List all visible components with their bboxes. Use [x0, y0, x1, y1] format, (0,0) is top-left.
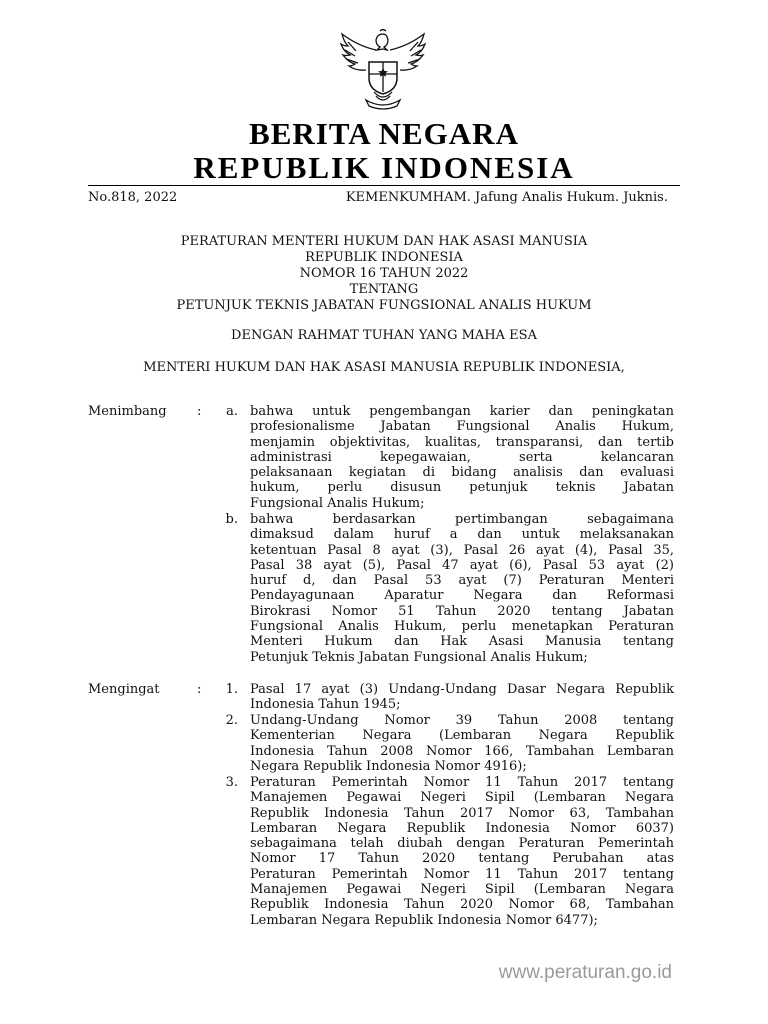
- clause-line: Manajemen Pegawai Negeri Sipil (Lembaran Negara: [250, 882, 674, 898]
- clause-line: Lembaran Negara Republik Indonesia Nomor 6477);: [250, 912, 598, 928]
- clause-line: administrasi kepegawaian, serta kelancaran: [250, 449, 674, 465]
- title-line: PETUNJUK TEKNIS JABATAN FUNGSIONAL ANALIS HUKUM: [176, 298, 592, 313]
- title-line: REPUBLIK INDONESIA: [305, 250, 463, 265]
- clause-marker: 1.: [225, 682, 238, 697]
- clause-marker: a.: [226, 404, 238, 419]
- clause-line: dimaksud dalam huruf a dan untuk melaksanakan: [250, 527, 674, 543]
- clause-line: Peraturan Pemerintah Nomor 11 Tahun 2017 tentang: [250, 775, 674, 790]
- title-line: TENTANG: [349, 282, 419, 297]
- clause-line: Nomor 17 Tahun 2020 tentang Perubahan atas: [250, 851, 674, 867]
- clause-line: Pendayagunaan Aparatur Negara dan Reformasi: [250, 588, 674, 604]
- clause-line: Kementerian Negara (Lembaran Negara Republik: [250, 728, 674, 744]
- header-divider: [88, 185, 680, 186]
- clause-line: Manajemen Pegawai Negeri Sipil (Lembaran Negara: [250, 790, 674, 806]
- clause-line: ketentuan Pasal 8 ayat (3), Pasal 26 ayat (4), Pasal 35,: [250, 542, 674, 558]
- clause-line: Menteri Hukum dan Hak Asasi Manusia tentang: [250, 634, 674, 650]
- menimbang-clause-b: [250, 512, 674, 665]
- title-line: PERATURAN MENTERI HUKUM DAN HAK ASASI MANUSIA: [180, 234, 588, 249]
- clause-line: Republik Indonesia Tahun 2020 Nomor 68, Tambahan: [250, 897, 674, 913]
- clause-line: Indonesia Tahun 1945;: [250, 697, 401, 713]
- clause-line: profesionalisme Jabatan Fungsional Analis Hukum,: [250, 419, 674, 435]
- clause-line: Negara Republik Indonesia Nomor 4916);: [250, 758, 527, 774]
- clause-line: menjamin objektivitas, kualitas, transparansi, dan tertib: [250, 434, 674, 450]
- clause-line: Fungsional Analis Hukum;: [250, 495, 425, 511]
- gazette-topic: KEMENKUMHAM. Jafung Analis Hukum. Juknis.: [345, 190, 668, 205]
- clause-line: sebagaimana telah diubah dengan Peraturan Pemerintah: [250, 836, 674, 852]
- masthead-subtitle: REPUBLIK INDONESIA: [193, 150, 575, 185]
- watermark-url: www.peraturan.go.id: [498, 962, 672, 983]
- clause-line: pelaksanaan kegiatan di bidang analisis dan evaluasi: [250, 465, 674, 481]
- clause-line: Peraturan Pemerintah Nomor 11 Tahun 2017 tentang: [250, 866, 674, 882]
- title-line: NOMOR 16 TAHUN 2022: [299, 266, 469, 281]
- mengingat-label: Mengingat: [88, 682, 160, 697]
- clause-line: Birokrasi Nomor 51 Tahun 2020 tentang Jabatan: [250, 603, 674, 619]
- clause-line: Pasal 17 ayat (3) Undang-Undang Dasar Negara Republik: [250, 682, 674, 697]
- clause-marker: b.: [225, 512, 238, 527]
- menimbang-label: Menimbang: [88, 404, 167, 419]
- minister-heading: MENTERI HUKUM DAN HAK ASASI MANUSIA REPUBLIK INDONESIA,: [143, 360, 625, 375]
- mengingat-clause-1: [250, 682, 674, 713]
- clause-line: bahwa untuk pengembangan karier dan peningkatan: [250, 404, 674, 419]
- masthead-title: BERITA NEGARA: [249, 116, 519, 151]
- clause-line: Undang-Undang Nomor 39 Tahun 2008 tentang: [250, 713, 674, 728]
- clause-line: bahwa berdasarkan pertimbangan sebagaimana: [250, 512, 674, 527]
- clause-line: Pasal 38 ayat (5), Pasal 47 ayat (6), Pasal 53 ayat (2): [250, 557, 674, 573]
- clause-marker: 2.: [225, 713, 238, 728]
- mengingat-colon: :: [197, 682, 202, 697]
- clause-marker: 3.: [225, 775, 238, 790]
- garuda-emblem-icon: [336, 28, 430, 114]
- gazette-number: No.818, 2022: [88, 190, 178, 205]
- menimbang-clause-a: [250, 404, 674, 511]
- clause-line: hukum, perlu disusun petunjuk teknis Jabatan: [250, 480, 674, 496]
- clause-line: Petunjuk Teknis Jabatan Fungsional Analis Hukum;: [250, 649, 588, 665]
- mengingat-clause-2: [250, 713, 674, 774]
- invocation: DENGAN RAHMAT TUHAN YANG MAHA ESA: [231, 328, 537, 343]
- clause-line: Republik Indonesia Tahun 2017 Nomor 63, Tambahan: [250, 805, 674, 821]
- clause-line: Lembaran Negara Republik Indonesia Nomor 6037): [250, 820, 674, 836]
- menimbang-colon: :: [197, 404, 202, 419]
- clause-line: Indonesia Tahun 2008 Nomor 166, Tambahan Lembaran: [250, 743, 674, 759]
- mengingat-clause-3: [250, 775, 674, 928]
- clause-line: Fungsional Analis Hukum, perlu menetapkan Peraturan: [250, 619, 674, 635]
- clause-line: huruf d, dan Pasal 53 ayat (7) Peraturan Menteri: [250, 573, 674, 589]
- regulation-title: [0, 234, 768, 314]
